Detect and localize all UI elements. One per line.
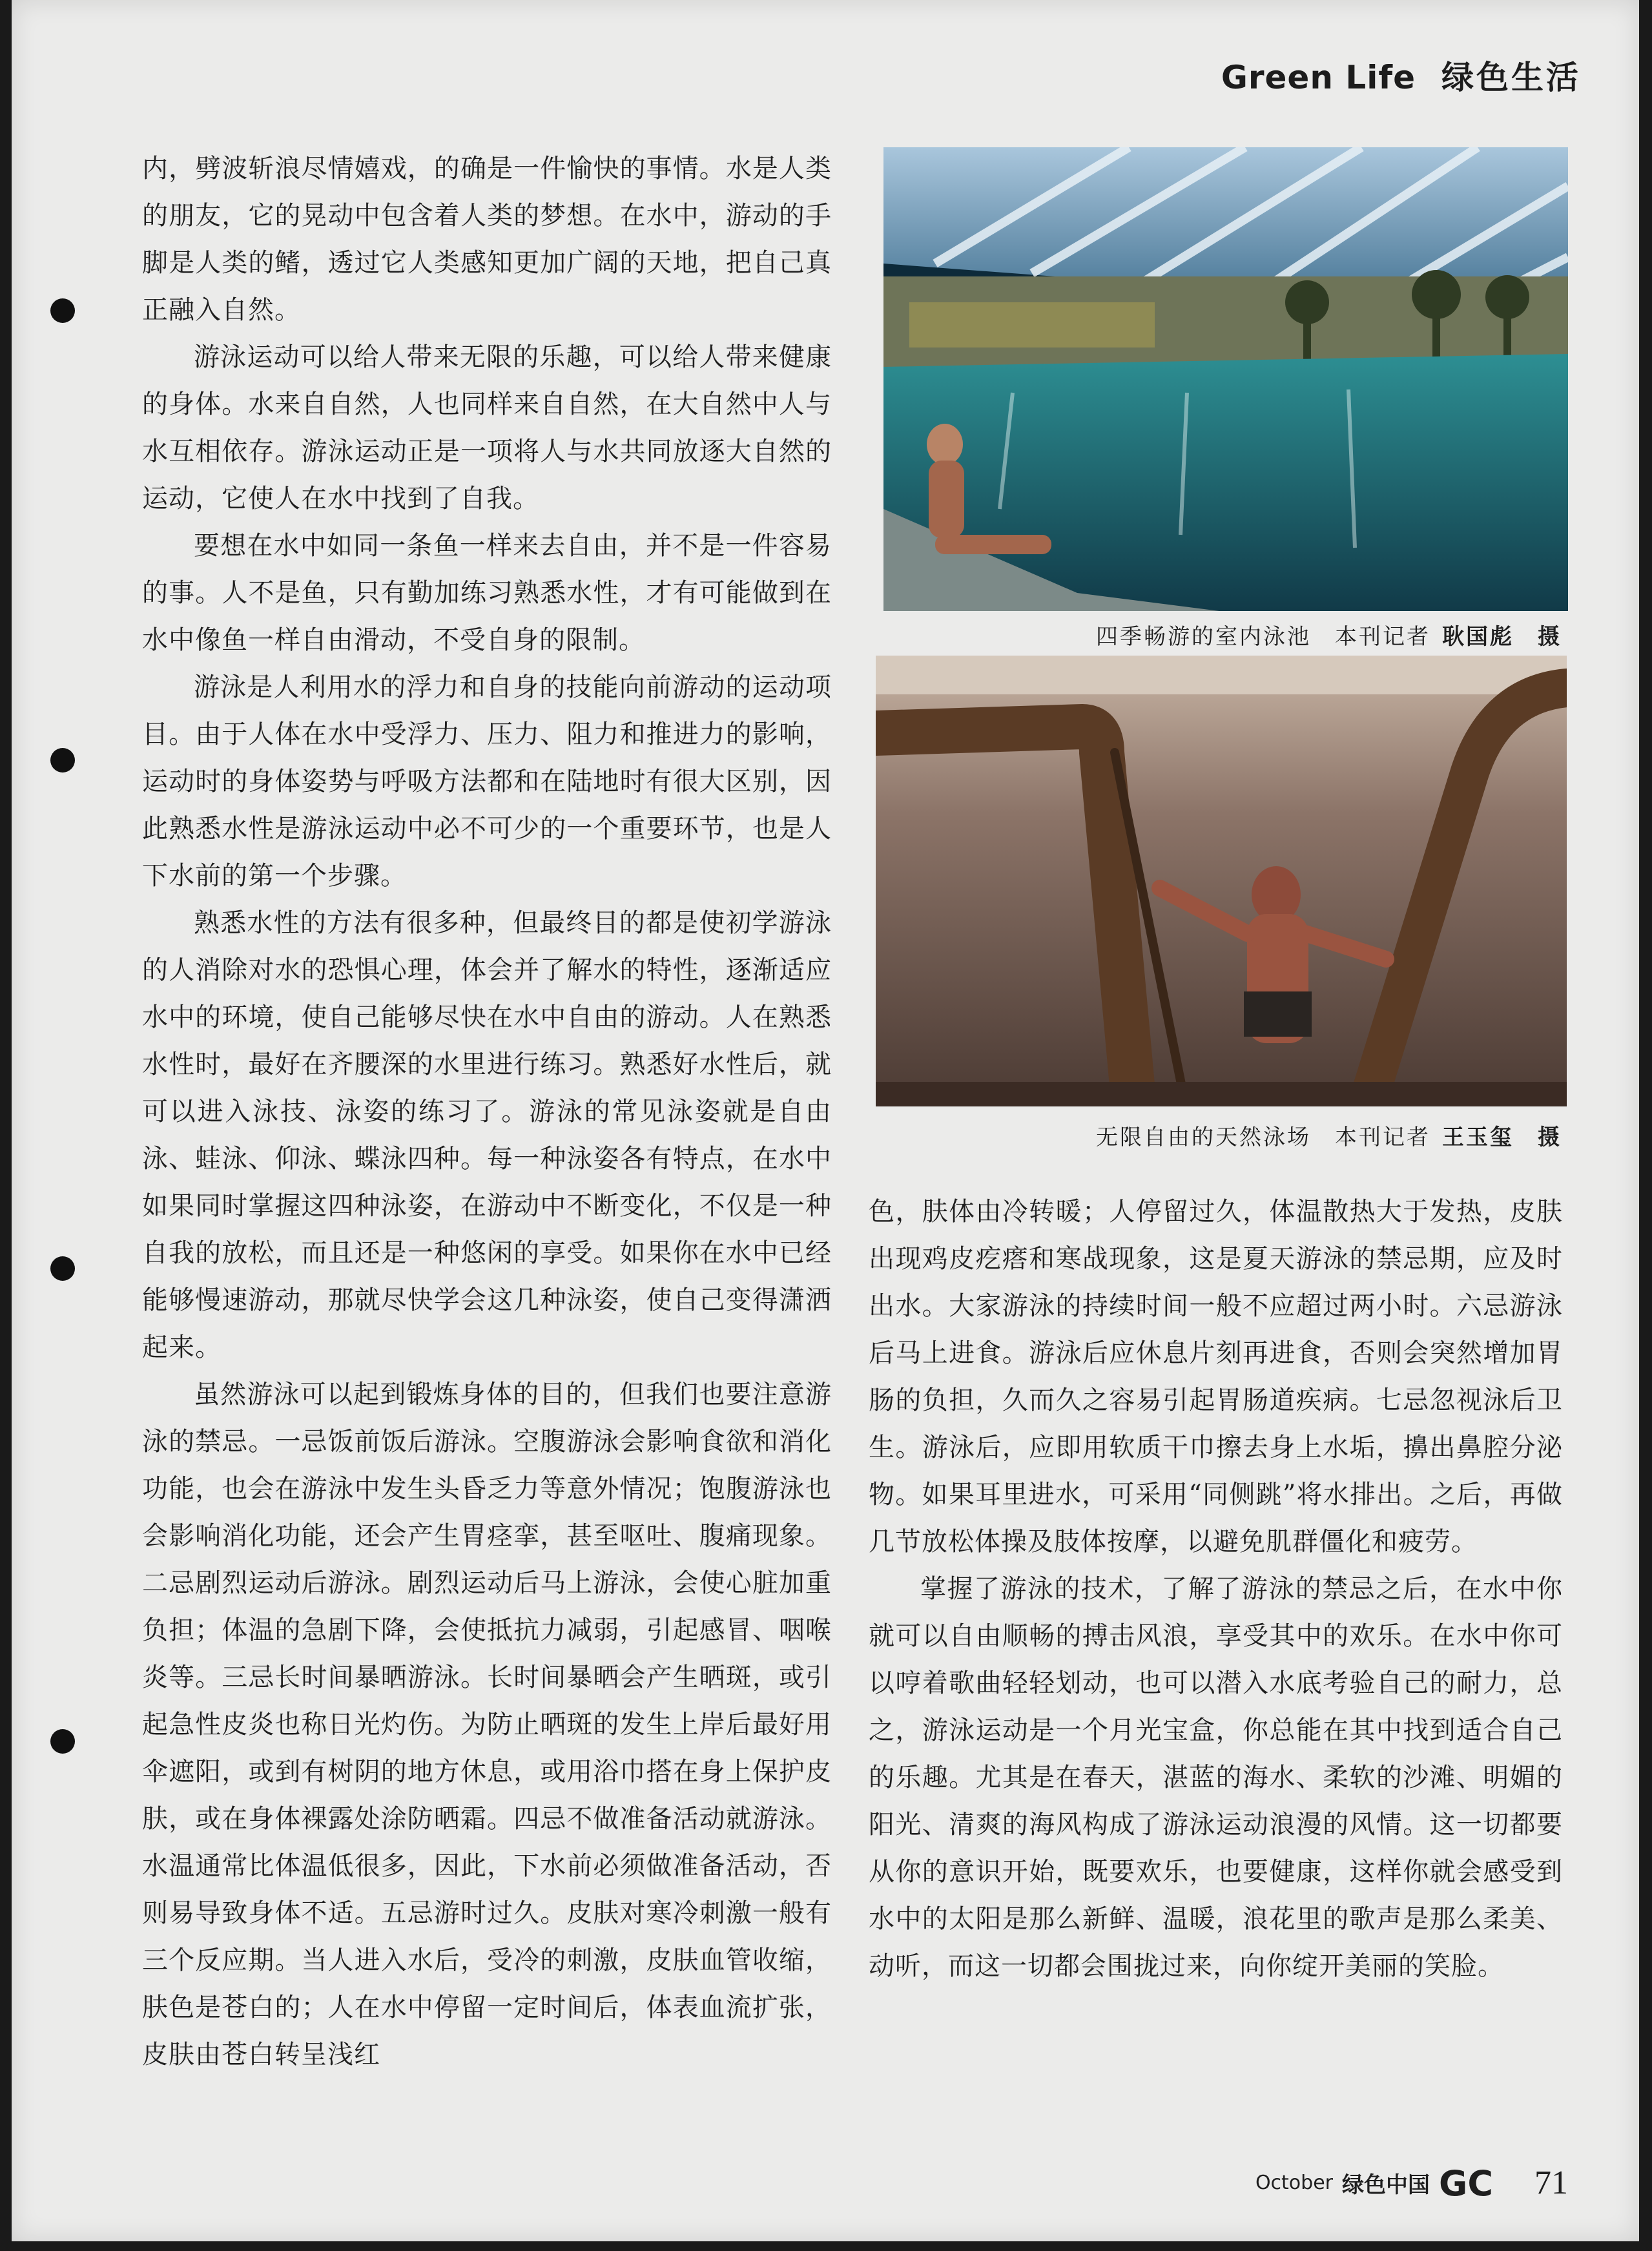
binder-hole xyxy=(50,298,75,323)
issue-month: October xyxy=(1255,2172,1333,2194)
paragraph: 游泳运动可以给人带来无限的乐趣，可以给人带来健康的身体。水来自自然，人也同样来自自然，在大自然中人与水互相依存。游泳运动正是一项将人与水共同放逐大自然的运动，它使人在水中找到了自我。 xyxy=(142,342,832,513)
left-text-column xyxy=(142,145,832,2079)
indoor-pool-photo xyxy=(883,147,1568,611)
paragraph: 熟悉水性的方法有很多种，但最终目的都是使初学游泳的人消除对水的恐惧心理，体会并了解水的特性，逐渐适应水中的环境，使自己能够尽快在水中自由的游动。人在熟悉水性时，最好在齐腰深的水里进行练习。熟悉好水性后，就可以进入泳技、泳姿的练习了。游泳的常见泳姿就是自由泳、蛙泳、仰泳、蝶泳四种。每一种泳姿各有特点，在水中如果同时掌握这四种泳姿，在游动中不断变化，不仅是一种自我的放松，而且还是一种悠闲的享受。如果你在水中已经能够慢速游动，那就尽快学会这几种泳姿，使自己变得潇洒起来。 xyxy=(142,908,832,1362)
right-text-column xyxy=(869,1188,1563,1990)
paragraph: 游泳是人利用水的浮力和自身的技能向前游动的运动项目。由于人体在水中受浮力、压力、阻力和推进力的影响，运动时的身体姿势与呼吸方法都和在陆地时有很大区别，因此熟悉水性是游泳运动中必不可少的一个重要环节，也是人下水前的第一个步骤。 xyxy=(142,672,832,891)
paragraph: 虽然游泳可以起到锻炼身体的目的，但我们也要注意游泳的禁忌。一忌饭前饭后游泳。空腹游泳会影响食欲和消化功能，也会在游泳中发生头昏乏力等意外情况；饱腹游泳也会影响消化功能，还会产生胃痉挛，甚至呕吐、腹痛现象。二忌剧烈运动后游泳。剧烈运动后马上游泳，会使心脏加重负担；体温的急剧下降，会使抵抗力减弱，引起感冒、咽喉炎等。三忌长时间暴晒游泳。长时间暴晒会产生晒斑，或引起急性皮炎也称日光灼伤。为防止晒斑的发生上岸后最好用伞遮阳，或到有树阴的地方休息，或用浴巾搭在身上保护皮肤，或在身体裸露处涂防晒霜。四忌不做准备活动就游泳。水温通常比体温低很多，因此，下水前必须做准备活动，否则易导致身体不适。五忌游时过久。皮肤对寒冷刺激一般有三个反应期。当人进入水后，受冷的刺激，皮肤血管收缩，肤色是苍白的；人在水中停留一定时间后，体表血流扩张，皮肤由苍白转呈浅红 xyxy=(142,1380,832,2069)
binder-hole xyxy=(50,748,75,773)
paragraph: 掌握了游泳的技术，了解了游泳的禁忌之后，在水中你就可以自由顺畅的搏击风浪，享受其中的欢乐。在水中你可以哼着歌曲轻轻划动，也可以潜入水底考验自己的耐力，总之，游泳运动是一个月光宝盒，你总能在其中找到适合自己的乐趣。尤其是在春天，湛蓝的海水、柔软的沙滩、明媚的阳光、清爽的海风构成了游泳运动浪漫的风情。这一切都要从你的意识开始，既要欢乐，也要健康，这样你就会感受到水中的太阳是那么新鲜、温暖，浪花里的歌声是那么柔美、动听，而这一切都会围拢过来，向你绽开美丽的笑脸。 xyxy=(869,1574,1563,1981)
photo-caption-indoor xyxy=(1096,619,1562,650)
photo-credit: 王玉玺 摄 xyxy=(1442,1125,1562,1150)
magazine-name: 绿色中国 xyxy=(1342,2172,1430,2198)
section-header xyxy=(1221,52,1581,98)
caption-text: 四季畅游的室内泳池 本刊记者 xyxy=(1096,624,1430,650)
section-title-en: Green Life xyxy=(1221,59,1416,96)
photo-caption-outdoor xyxy=(1096,1119,1562,1151)
photo-credit: 耿国彪 摄 xyxy=(1442,624,1562,650)
outdoor-swim-photo xyxy=(876,656,1567,1106)
section-title-cn: 绿色生活 xyxy=(1441,59,1581,96)
page-number: 71 xyxy=(1534,2164,1568,2201)
caption-text: 无限自由的天然泳场 本刊记者 xyxy=(1096,1125,1430,1150)
binder-hole xyxy=(50,1256,75,1281)
paragraph: 要想在水中如同一条鱼一样来去自由，并不是一件容易的事。人不是鱼，只有勤加练习熟悉水性，才有可能做到在水中像鱼一样自由滑动，不受自身的限制。 xyxy=(142,531,832,655)
page-footer xyxy=(1255,2164,1568,2202)
paragraph: 色，肤体由冷转暖；人停留过久，体温散热大于发热，皮肤出现鸡皮疙瘩和寒战现象，这是夏天游泳的禁忌期，应及时出水。大家游泳的持续时间一般不应超过两小时。六忌游泳后马上进食。游泳后应休息片刻再进食，否则会突然增加胃肠的负担，久而久之容易引起胃肠道疾病。七忌忽视泳后卫生。游泳后，应即用软质干巾擦去身上水垢，擤出鼻腔分泌物。如果耳里进水，可采用“同侧跳”将水排出。之后，再做几节放松体操及肢体按摩，以避免肌群僵化和疲劳。 xyxy=(869,1197,1563,1557)
paragraph: 内，劈波斩浪尽情嬉戏，的确是一件愉快的事情。水是人类的朋友，它的晃动中包含着人类的梦想。在水中，游动的手脚是人类的鳍，透过它人类感知更加广阔的天地，把自己真正融入自然。 xyxy=(142,154,832,325)
gc-logo-icon xyxy=(1439,2166,1510,2201)
svg-text:GC: GC xyxy=(1439,2165,1493,2201)
binder-hole xyxy=(50,1729,75,1754)
